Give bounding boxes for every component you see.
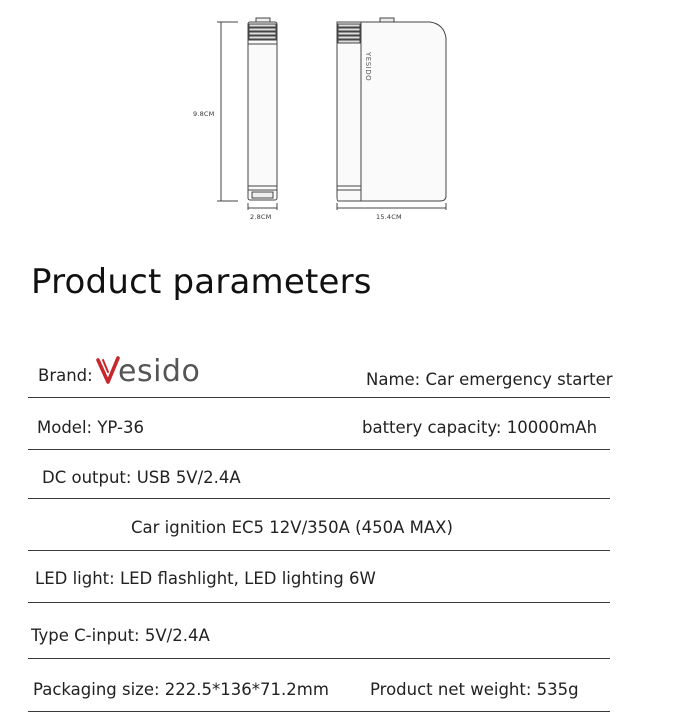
dimension-drawing-svg xyxy=(0,0,675,240)
side-view xyxy=(248,18,277,200)
brand-label: Brand: xyxy=(38,366,93,385)
yesido-logo xyxy=(96,352,214,386)
typec-input: Type C-input: 5V/2.4A xyxy=(31,626,210,645)
thickness-label: 2.8CM xyxy=(250,213,272,221)
product-dimension-drawing xyxy=(0,0,675,240)
front-view xyxy=(337,18,446,201)
logo-wordmark: esido xyxy=(118,354,201,386)
led-light: LED light: LED flashlight, LED lighting 6W xyxy=(35,569,376,588)
net-weight: Product net weight: 535g xyxy=(370,680,579,699)
model-value: Model: YP-36 xyxy=(37,418,144,437)
battery-capacity: battery capacity: 10000mAh xyxy=(362,418,598,437)
height-label: 9.8CM xyxy=(193,110,215,118)
row-divider xyxy=(28,711,610,712)
page-title: Product parameters xyxy=(31,262,372,302)
product-name: Name: Car emergency starter xyxy=(366,370,613,389)
row-divider xyxy=(28,397,610,398)
row-divider xyxy=(28,498,610,499)
dc-output: DC output: USB 5V/2.4A xyxy=(42,468,241,487)
row-divider xyxy=(28,602,610,603)
car-ignition: Car ignition EC5 12V/350A (450A MAX) xyxy=(131,518,453,537)
row-divider xyxy=(28,658,610,659)
row-divider xyxy=(28,550,610,551)
device-logo-text: YESIDO xyxy=(364,52,372,82)
width-label: 15.4CM xyxy=(376,213,402,221)
packaging-size: Packaging size: 222.5*136*71.2mm xyxy=(33,680,329,699)
row-divider xyxy=(28,449,610,450)
